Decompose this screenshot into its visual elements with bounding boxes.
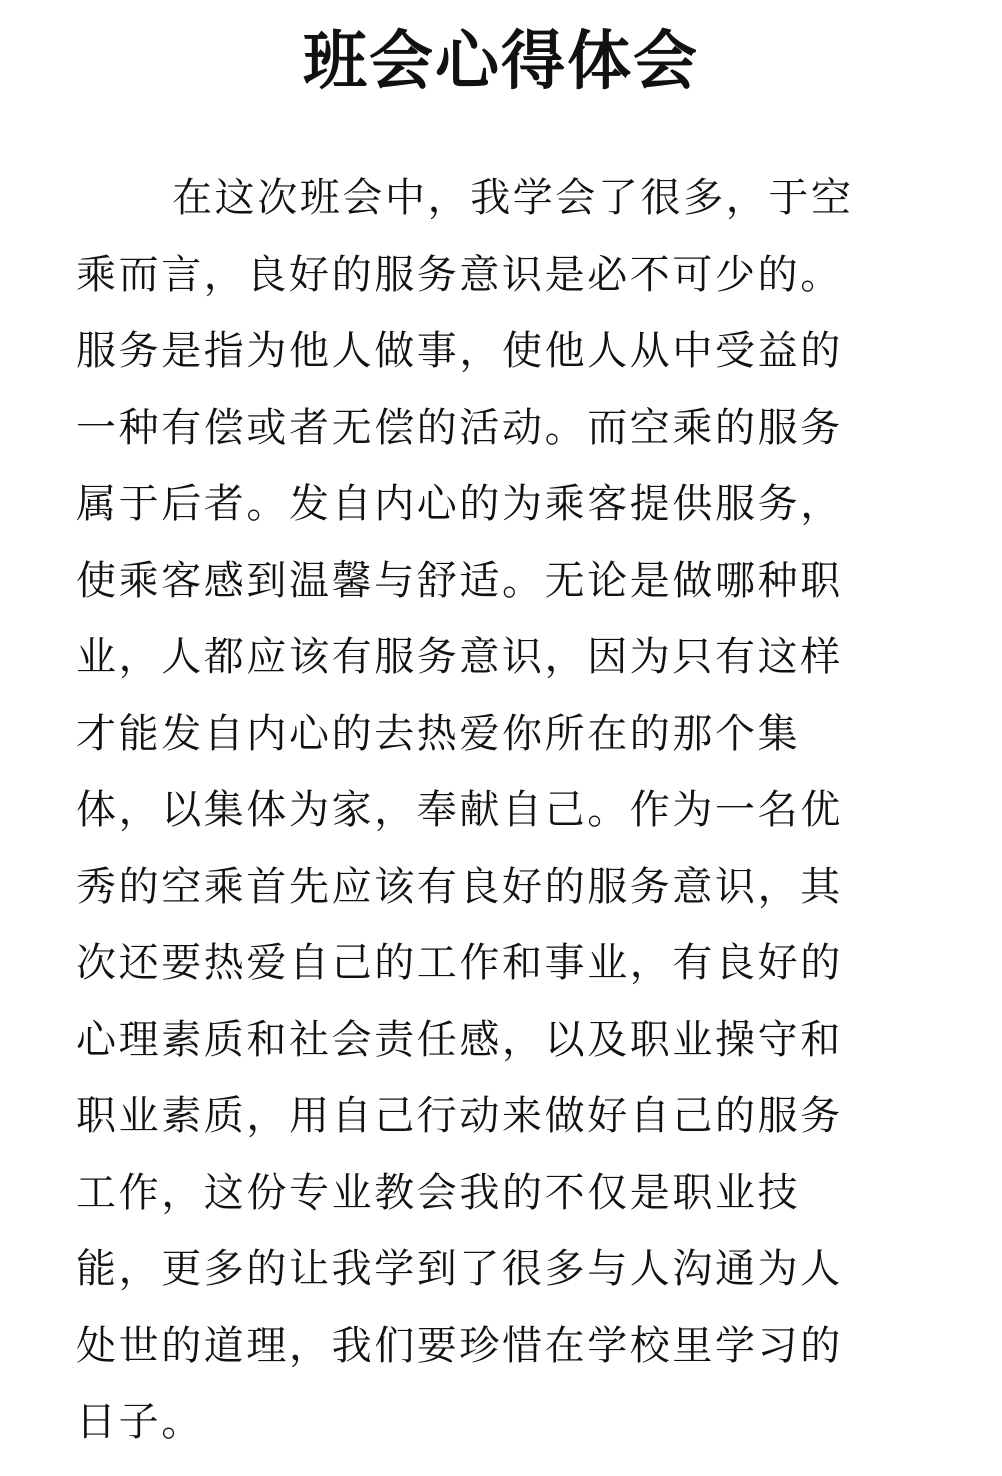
body-line: 秀的空乘首先应该有良好的服务意识，其 <box>76 863 843 910</box>
body-line: 能，更多的让我学到了很多与人沟通为人 <box>76 1246 843 1292</box>
body-line: 乘而言，良好的服务意识是必不可少的。 <box>76 251 843 298</box>
body-line: 体，以集体为家，奉献自己。作为一名优 <box>76 787 843 833</box>
body-line: 使乘客感到温馨与舒适。无论是做哪种职 <box>76 557 843 604</box>
body-line: 一种有偿或者无偿的活动。而空乘的服务 <box>76 404 843 451</box>
body-line: 次还要热爱自己的工作和事业，有良好的 <box>76 940 843 986</box>
body-line: 心理素质和社会责任感，以及职业操守和 <box>76 1016 843 1063</box>
document-body <box>76 160 916 1461</box>
body-line: 属于后者。发自内心的为乘客提供服务， <box>76 481 843 527</box>
body-line: 在这次班会中，我学会了很多，于空 <box>172 175 854 221</box>
body-line: 服务是指为他人做事，使他人从中受益的 <box>76 328 843 374</box>
body-line: 日子。 <box>76 1399 204 1445</box>
document-title: 班会心得体会 <box>303 25 699 99</box>
body-line: 处世的道理，我们要珍惜在学校里学习的 <box>76 1322 843 1369</box>
body-line: 才能发自内心的去热爱你所在的那个集 <box>76 710 801 757</box>
body-line: 职业素质，用自己行动来做好自己的服务 <box>76 1093 843 1139</box>
body-line: 工作，这份专业教会我的不仅是职业技 <box>76 1169 801 1216</box>
body-line: 业，人都应该有服务意识，因为只有这样 <box>76 634 843 680</box>
